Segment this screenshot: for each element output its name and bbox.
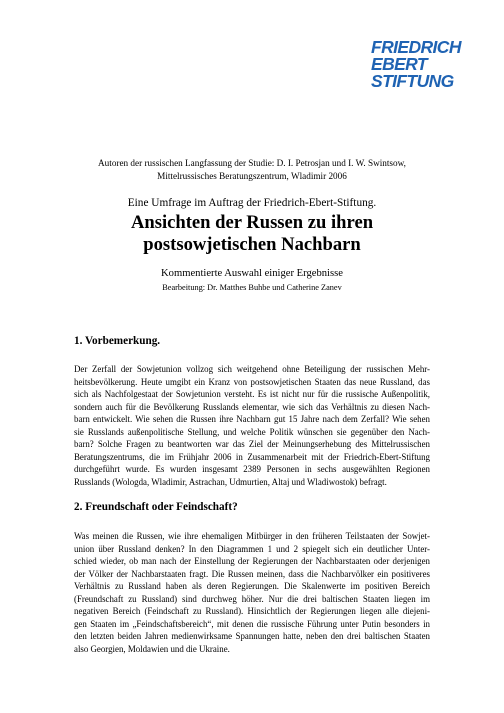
logo-line-2: EBERT [371,54,427,74]
paragraph-line: sie Russlands außenpolitische Stellung, und welche Politik wünschen sie gegenüber den Nach- [74,426,430,437]
paragraph-line: Verhältnis zu Russland haben als deren Regierungen. Die Skalenwerte im positiven Bereich [74,581,430,591]
authors-line-2: Mittelrussisches Beratungszentrum, Wladimir 2006 [157,170,347,181]
editors-line: Bearbeitung: Dr. Matthes Buhbe und Catherine Zanev [162,283,342,292]
paragraph-line: barn entwickelt. Wie sehen die Russen ihre Nachbarn gut 15 Jahre nach dem Zerfall? Wie sehen [74,414,430,424]
document-title [30,212,474,256]
logo-line-1: FRIEDRICH [371,37,461,57]
paragraph-line: Beratungszentrums, die im Frühjahr 2006 in Zusammenarbeit mit der Friedrich-Ebert-Stiftung [74,451,430,462]
paragraph-line: Der Zerfall der Sowjetunion vollzog sich weitgehend ohne Beteiligung der russischen Mehr- [74,364,430,374]
title-line-2: postsowjetischen Nachbarn [143,234,361,255]
authors-line-1: Autoren der russischen Langfassung der Studie: D. I. Petrosjan und I. W. Swintsow, [98,158,406,168]
document-subtitle: Kommentierte Auswahl einiger Ergebnisse [161,268,343,279]
paragraph-line: Russlands (Wologda, Wladimir, Astrachan, Udmurtien, Altaj und Wladiwostok) befragt. [74,476,387,487]
section-paragraph-freundschaft [74,530,430,655]
friedrich-ebert-stiftung-logo [371,39,475,90]
paragraph-line: negativen Bereich (Feindschaft zu Russland). Hinsichtlich der Regierungen liegen alle diejeni- [74,606,430,616]
paragraph-line: sondern auch für die Bevölkerung Russlands elementar, wie sich das Verhältnis zu diesen Nach- [74,401,430,412]
paragraph-line: der Völker der Nachbarstaaten fragt. Die Russen meinen, dass die Nachbarvölker ein positiveres [74,568,430,579]
section-heading-vorbemerkung: 1. Vorbemerkung. [74,335,161,347]
paragraph-line: barn? Solche Fragen zu beantworten war das Ziel der Meinungserhebung des Mittelrussischen [74,439,430,449]
title-line-1: Ansichten der Russen zu ihren [130,212,374,233]
paragraph-line: schied wieder, ob man nach der Einstellung der Regierungen der Nachbarstaaten oder derjenigen [74,556,430,566]
paragraph-line: heitsbevölkerung. Heute umgibt ein Kranz von postsowjetischen Staaten das neue Russland, das [74,376,430,387]
paragraph-line: union über Russland denken? In den Diagrammen 1 und 2 spiegelt sich ein deutlicher Unter- [74,543,430,554]
paragraph-line: also Georgien, Moldawien und die Ukraine. [74,643,230,654]
authors-block [60,157,444,182]
paragraph-line: durchgeführt wurde. Es wurden insgesamt 2389 Personen in sechs ausgewählten Regionen [74,464,430,474]
paragraph-line: den letzten beiden Jahren medienwirksame Spannungen hatte, neben den drei baltischen Staaten [74,631,430,641]
paragraph-line: Was meinen die Russen, wie ihre ehemaligen Mitbürger in den früheren Teilstaaten der Sowjet- [74,531,430,541]
section-heading-freundschaft: 2. Freundschaft oder Feindschaft? [74,501,238,513]
paragraph-line: (Freundschaft zu Russland) sind durchweg höher. Nur die drei baltischen Staaten liegen im [74,593,430,604]
logo-line-3: STIFTUNG [371,71,454,91]
paragraph-line: gen Staaten im „Feindschaftsbereich“, mit denen die russische Führung unter Putin besonders in [74,618,430,629]
section-paragraph-vorbemerkung [74,363,430,488]
survey-note: Eine Umfrage im Auftrag der Friedrich-Ebert-Stiftung. [127,197,377,209]
paragraph-line: sich als Nachfolgestaat der Sowjetunion versteht. Es ist nicht nur für die russische Außenpolitik, [74,389,430,399]
